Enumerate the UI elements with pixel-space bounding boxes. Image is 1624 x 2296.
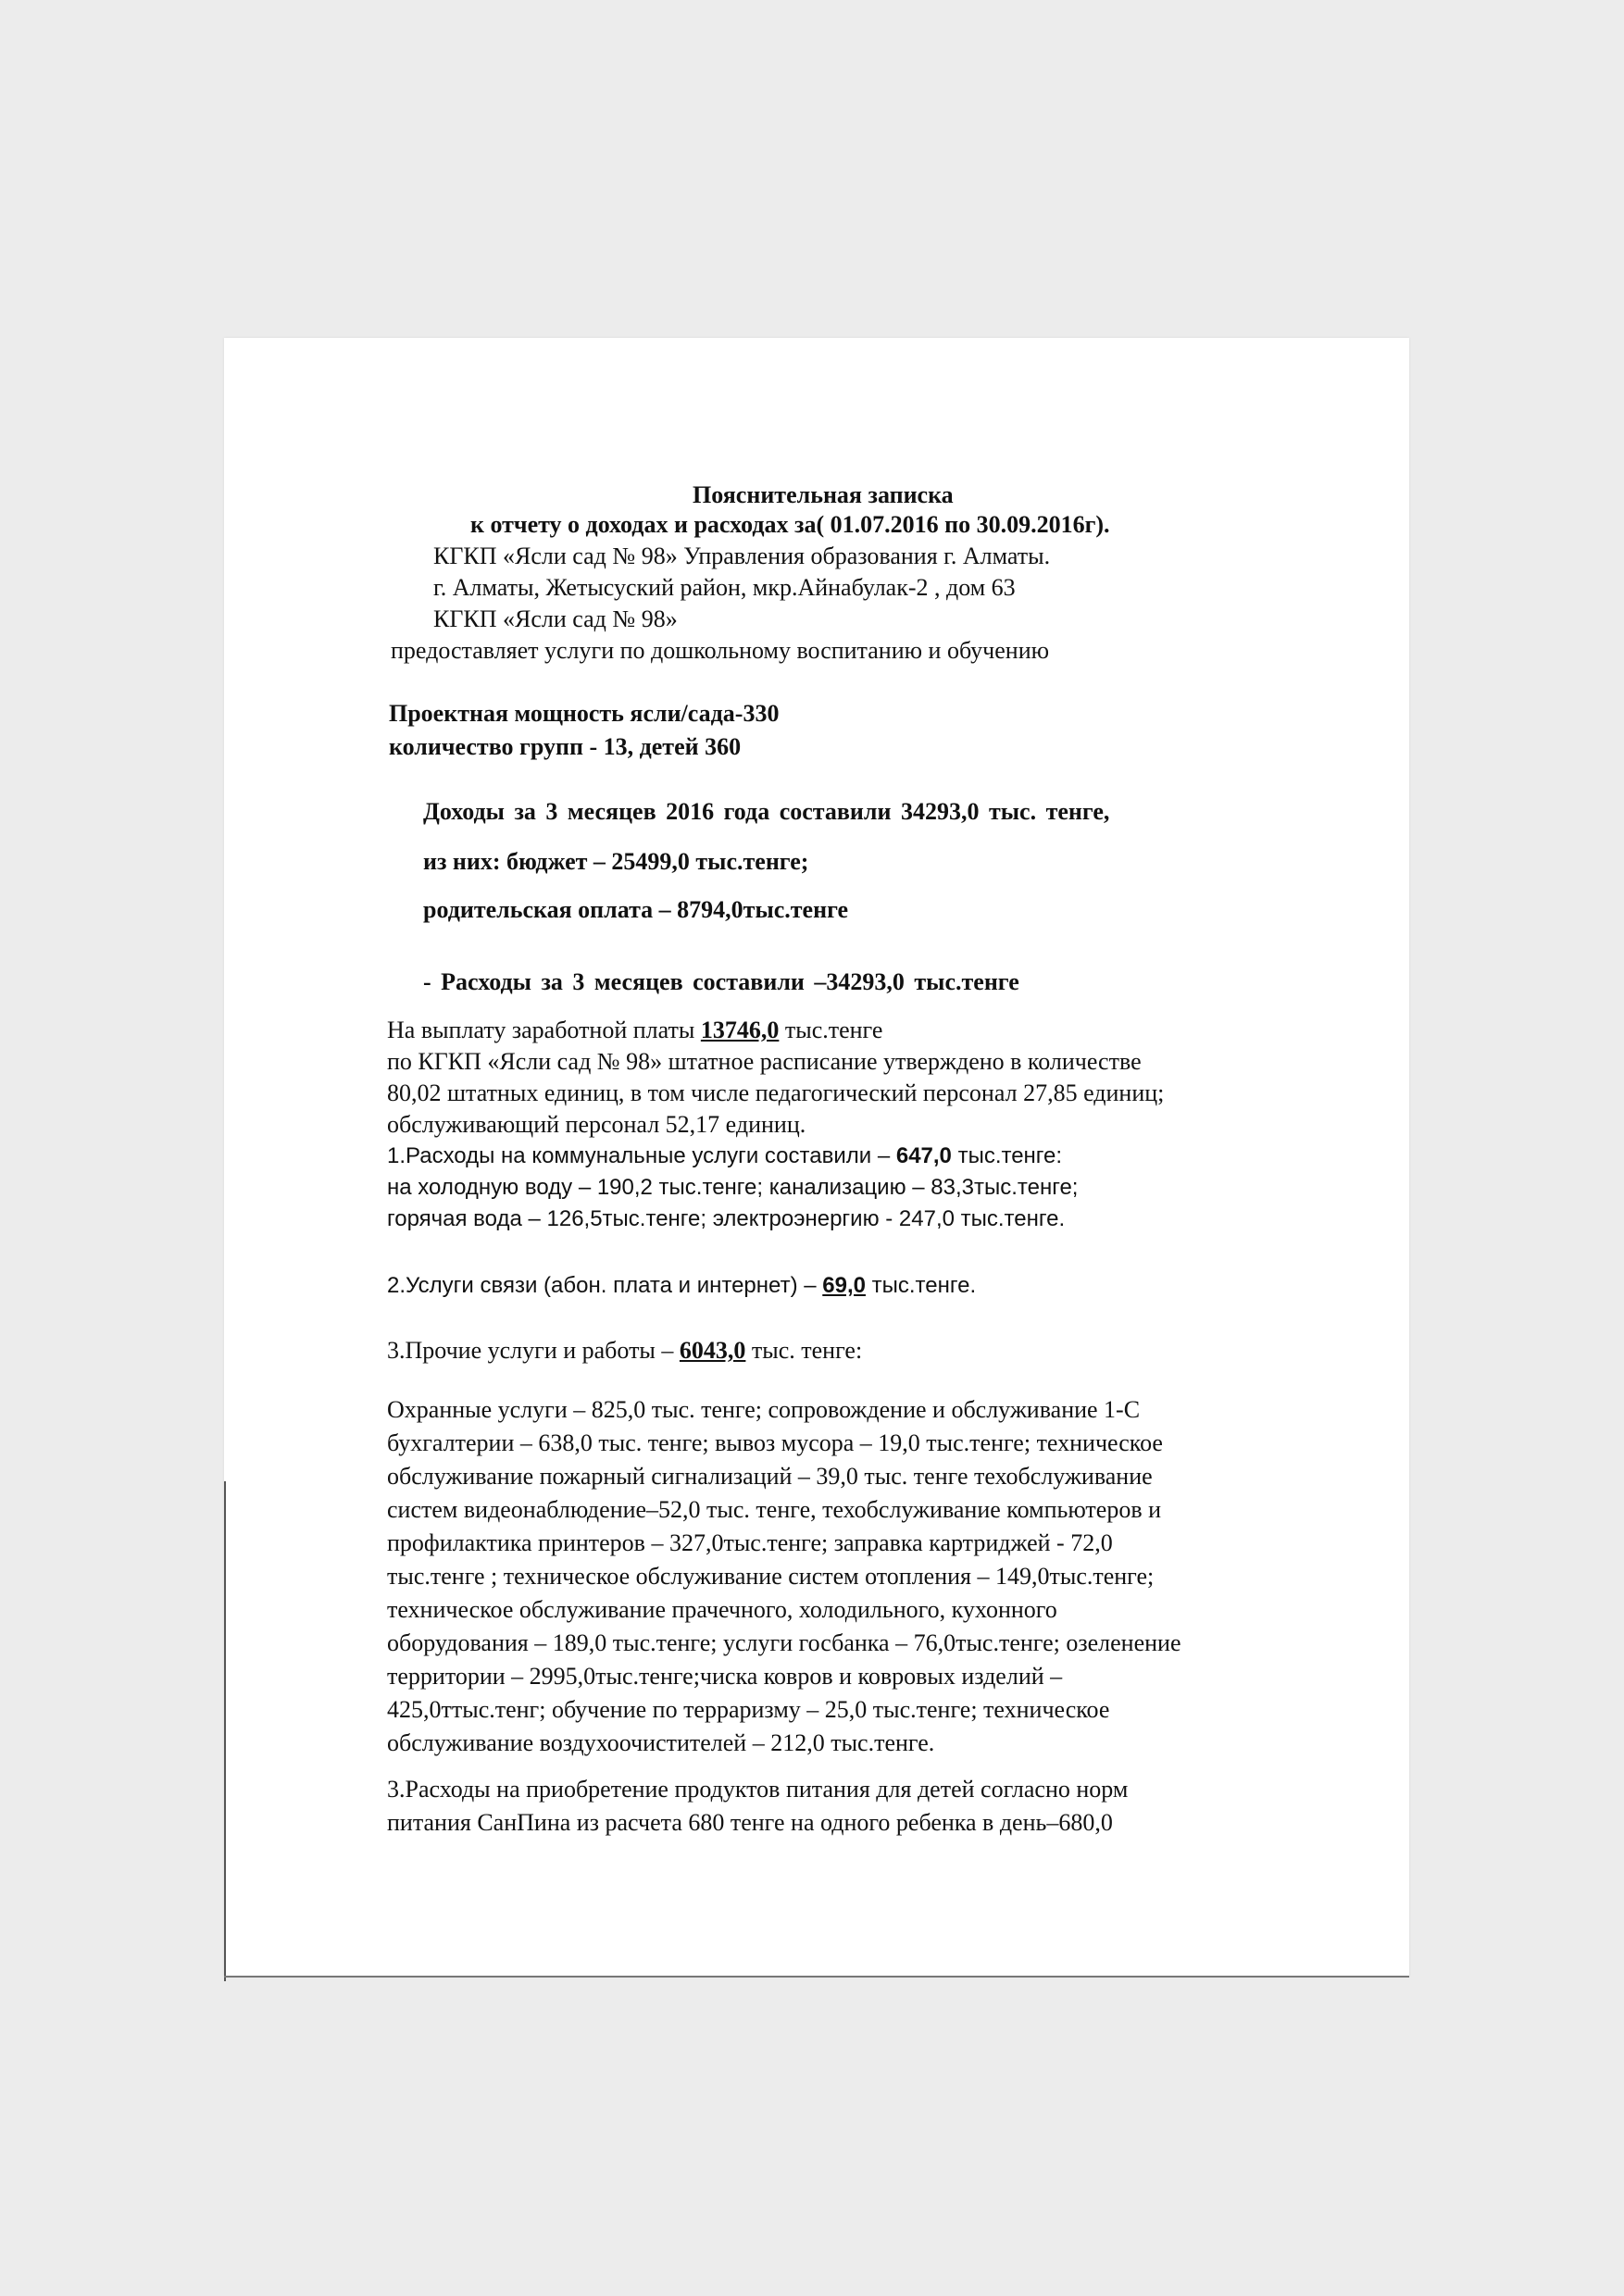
other-services-line	[387, 1335, 862, 1366]
utilities-line-2: на холодную воду – 190,2 тыс.тенге; канализацию – 83,3тыс.тенге;	[387, 1175, 1079, 1200]
staff-line-3: обслуживающий персонал 52,17 единиц.	[387, 1111, 806, 1138]
other-detail-line: оборудования – 189,0 тыс.тенге; услуги госбанка – 76,0тыс.тенге; озеленение	[387, 1629, 1181, 1656]
salary-value: 13746,0	[700, 1017, 780, 1043]
other-detail-line: техническое обслуживание прачечного, холодильного, кухонного	[387, 1596, 1057, 1623]
income-budget: из них: бюджет – 25499,0 тыс.тенге;	[423, 848, 809, 875]
page-edge-left	[224, 1481, 226, 1981]
utilities-line-3: горячая вода – 126,5тыс.тенге; электроэнергию - 247,0 тыс.тенге.	[387, 1206, 1066, 1231]
org-address: г. Алматы, Жетысуский район, мкр.Айнабулак-2 , дом 63	[433, 574, 1016, 601]
food-line-2: питания СанПина из расчета 680 тенге на одного ребенка в день–680,0	[387, 1809, 1113, 1836]
expenses-total: - Расходы за 3 месяцев составили –34293,0 тыс.тенге	[423, 968, 1019, 995]
communication-unit: тыс.тенге.	[865, 1273, 977, 1298]
other-detail-line: обслуживание пожарный сигнализаций – 39,0 тыс. тенге техобслуживание	[387, 1463, 1153, 1490]
other-detail-line: тыс.тенге ; техническое обслуживание систем отопления – 149,0тыс.тенге;	[387, 1563, 1155, 1590]
income-parents: родительская оплата – 8794,0тыс.тенге	[423, 896, 849, 923]
utilities-value: 647,0	[895, 1143, 952, 1168]
page-edge-bottom	[224, 1976, 1409, 1978]
communication-value: 69,0	[822, 1273, 866, 1298]
other-services-unit: тыс. тенге:	[745, 1337, 863, 1364]
salary-line	[387, 1015, 882, 1046]
groups-line: количество групп - 13, детей 360	[389, 733, 742, 760]
staff-line-1: по КГКП «Ясли сад № 98» штатное расписание утверждено в количестве	[387, 1048, 1142, 1075]
salary-label: На выплату заработной платы	[387, 1017, 701, 1043]
document-subtitle: к отчету о доходах и расходах за( 01.07.2016 по 30.09.2016г).	[470, 511, 1110, 538]
org-line: КГКП «Ясли сад № 98» Управления образования г. Алматы.	[433, 543, 1051, 569]
other-detail-line: территории – 2995,0тыс.тенге;чиска ковров и ковровых изделий –	[387, 1663, 1063, 1690]
services-line: предоставляет услуги по дошкольному воспитанию и обучению	[391, 637, 1050, 664]
salary-unit: тыс.тенге	[779, 1017, 883, 1043]
other-services-label: 3.Прочие услуги и работы –	[387, 1337, 680, 1364]
other-detail-line: систем видеонаблюдение–52,0 тыс. тенге, техобслуживание компьютеров и	[387, 1496, 1162, 1523]
other-detail-line: Охранные услуги – 825,0 тыс. тенге; сопровождение и обслуживание 1-С	[387, 1396, 1141, 1423]
document-title: Пояснительная записка	[693, 481, 954, 508]
income-total: Доходы за 3 месяцев 2016 года составили 34293,0 тыс. тенге,	[423, 798, 1110, 825]
other-services-value: 6043,0	[679, 1337, 746, 1364]
staff-line-2: 80,02 штатных единиц, в том числе педагогический персонал 27,85 единиц;	[387, 1079, 1165, 1106]
other-detail-line: обслуживание воздухоочистителей – 212,0 тыс.тенге.	[387, 1729, 935, 1756]
utilities-line	[387, 1141, 1062, 1172]
other-detail-line: бухгалтерии – 638,0 тыс. тенге; вывоз мусора – 19,0 тыс.тенге; техническое	[387, 1429, 1163, 1456]
org-short-name: КГКП «Ясли сад № 98»	[433, 605, 678, 632]
utilities-label: 1.Расходы на коммунальные услуги составили –	[387, 1143, 896, 1168]
food-line-1: 3.Расходы на приобретение продуктов питания для детей согласно норм	[387, 1776, 1129, 1803]
utilities-unit: тыс.тенге:	[951, 1143, 1063, 1168]
communication-line	[387, 1270, 976, 1302]
communication-label: 2.Услуги связи (абон. плата и интернет) –	[387, 1273, 823, 1298]
capacity-line: Проектная мощность ясли/сада-330	[389, 700, 780, 727]
other-detail-line: профилактика принтеров – 327,0тыс.тенге; заправка картриджей - 72,0	[387, 1529, 1113, 1556]
other-detail-line: 425,0ттыс.тенг; обучение по терраризму – 25,0 тыс.тенге; техническое	[387, 1696, 1110, 1723]
